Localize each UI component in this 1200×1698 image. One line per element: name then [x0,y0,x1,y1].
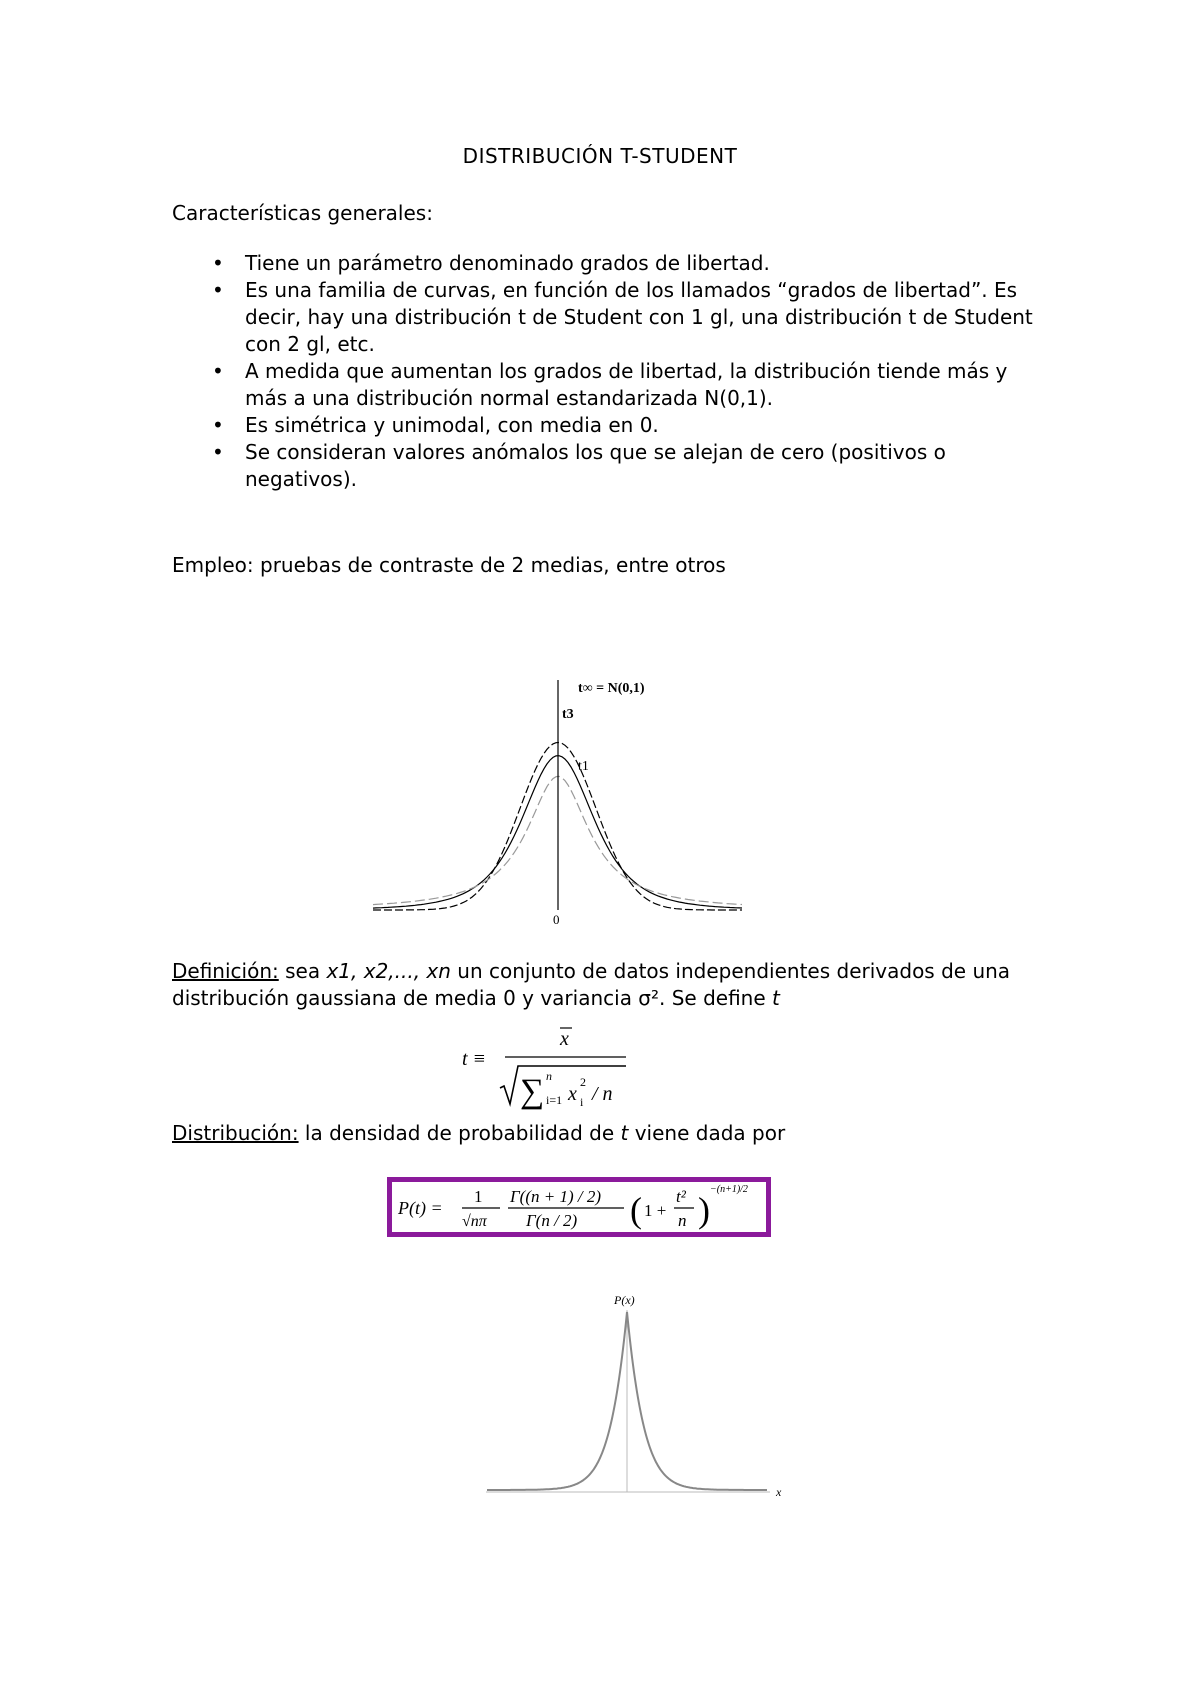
characteristics-heading: Características generales: [172,201,433,225]
density-formula-frac1-num: 1 [474,1187,483,1206]
density-formula [392,1182,766,1232]
density-formula-box [387,1177,771,1237]
t-formula-numerator: x [560,1028,569,1050]
density-formula-frac2-den: Γ(n / 2) [526,1211,578,1230]
sum-icon: ∑ [520,1073,545,1110]
density-formula-one-plus: 1 + [644,1201,667,1220]
definition-paragraph [172,958,1052,1012]
bullet-icon: • [212,278,224,302]
list-item [172,277,1052,358]
characteristics-list [172,250,1052,493]
t-formula-sum-sup: n [546,1069,552,1083]
density-formula-frac2-num: Γ((n + 1) / 2) [510,1187,602,1206]
t3-curve-label: t3 [562,707,574,722]
density-formula-frac3-num: t² [676,1187,686,1206]
density-figure-x-label: x [776,1485,782,1499]
list-item-text: Es una familia de curvas, en función de los llamados “grados de libertad”. Es decir, hay una distribución t de Student con 1 gl, una distribución t de Student con 2 gl, etc. [245,278,1033,356]
list-item-text: Se consideran valores anómalos los que se alejan de cero (positivos o negativos). [245,440,946,491]
list-item [172,358,1052,412]
t-formula-sum-sub: i=1 [546,1093,563,1107]
list-item-text: Tiene un parámetro denominado grados de libertad. [245,251,770,275]
bullet-icon: • [212,413,224,437]
zero-label: 0 [553,912,560,927]
t-distribution-figure [360,670,760,930]
distribution-text: viene dada por [628,1121,786,1145]
density-formula-paren-left: ( [630,1190,642,1230]
t-formula-lhs: t ≡ [462,1048,487,1070]
document-title: DISTRIBUCIÓN T-STUDENT [462,144,738,168]
t-formula-den-sup: 2 [580,1075,586,1089]
bullet-icon: • [212,251,224,275]
distribution-var-t: t [620,1121,629,1145]
definition-label: Definición: [172,959,279,983]
density-figure-y-label: P(x) [614,1293,635,1307]
normal-curve-label: t∞ = N(0,1) [578,681,645,696]
t-formula-den-tail: / n [592,1083,613,1105]
t-formula-den-sub: i [580,1095,584,1109]
density-formula-exponent: −(n+1)/2 [710,1184,748,1195]
distribution-paragraph [172,1120,785,1147]
t-formula-den-x: x [568,1083,577,1105]
t-formula [460,1020,660,1110]
t1-curve-label: t1 [578,759,589,774]
list-item-text: A medida que aumentan los grados de libertad, la distribución tiende más y más a una distribución normal estandarizada N(0,1). [245,359,1008,410]
bullet-icon: • [212,440,224,464]
density-formula-paren-right: ) [698,1190,710,1230]
bullet-icon: • [212,359,224,383]
definition-text: un conjunto de datos independientes derivados de una distribución gaussiana de media 0 y variancia σ². Se define [172,959,1011,1010]
usage-text: Empleo: pruebas de contraste de 2 medias, entre otros [172,553,726,577]
density-formula-frac1-den: √nπ [462,1213,487,1230]
list-item [172,439,1052,493]
definition-variables: x1, x2,..., xn [326,959,451,983]
distribution-label: Distribución: [172,1121,299,1145]
list-item [172,412,1052,439]
list-item-text: Es simétrica y unimodal, con media en 0. [245,413,659,437]
list-item [172,250,1052,277]
definition-var-t: t [772,986,780,1010]
density-formula-lhs: P(t) = [398,1198,443,1218]
definition-text: sea [278,959,327,983]
density-figure [480,1290,790,1510]
distribution-text: la densidad de probabilidad de [298,1121,621,1145]
density-formula-frac3-den: n [678,1211,687,1230]
